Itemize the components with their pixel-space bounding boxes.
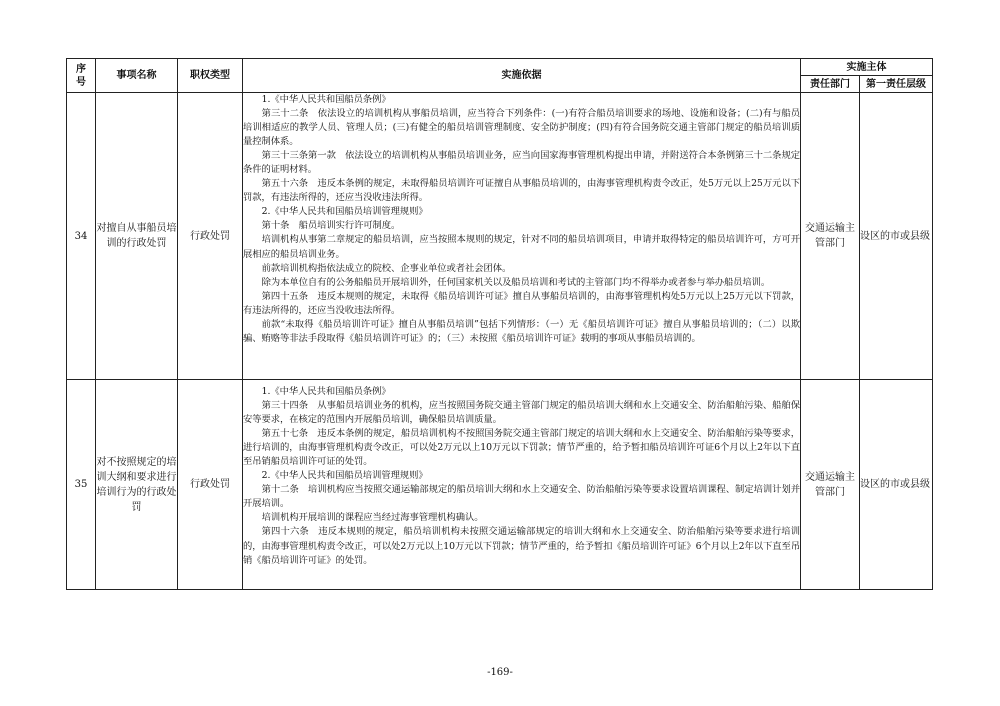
- basis-paragraph: 前款培训机构指依法成立的院校、企事业单位或者社会团体。: [261, 262, 512, 274]
- basis-paragraph: 2.《中华人民共和国船员培训管理规则》: [261, 470, 428, 482]
- row-basis: [243, 93, 801, 380]
- header-name: 事项名称: [96, 59, 178, 93]
- power-list-table: [66, 58, 933, 590]
- row-item-name: 对擅自从事船员培训的行政处罚: [96, 93, 178, 380]
- basis-paragraph: 第三十四条 从事船员培训业务的机构，应当按照国务院交通主管部门规定的船员培训大纲和水上交通安全、防治船舶污染、船舶保安等要求，在核定的范围内开展船员培训，确保船员培训质量。: [243, 400, 800, 426]
- basis-paragraph: 培训机构开展培训的课程应当经过海事管理机构确认。: [261, 512, 484, 524]
- row-basis: [243, 380, 801, 590]
- table-row: [67, 93, 933, 380]
- basis-paragraph: 前款“未取得《船员培训许可证》擅自从事船员培训”包括下列情形：（一）无《船员培训许可证》擅自从事船员培训的；（二）以欺骗、贿赂等非法手段取得《船员培训许可证》的；（三）未按照《船员培训许可证》载明的事项从事船员培训的。: [243, 318, 800, 344]
- basis-paragraph: 第四十六条 违反本规则的规定，船员培训机构未按照交通运输部规定的培训大纲和水上交通安全、防治船舶污染等要求进行培训的，由海事管理机构责令改正，可以处2万元以上10万元以下罚款；情节严重的，给予暂扣《船员培训许可证》6个月以上2年以下直至吊销《船员培训许可证》的处罚。: [243, 526, 800, 566]
- row-seq: 35: [67, 380, 96, 590]
- row-seq: 34: [67, 93, 96, 380]
- row-responsible-level: 设区的市或县级: [860, 93, 933, 380]
- row-responsible-dept: 交通运输主管部门: [801, 380, 860, 590]
- basis-paragraph: 除为本单位自有的公务船船员开展培训外，任何国家机关以及船员培训和考试的主管部门均不得举办或者参与举办船员培训。: [261, 276, 771, 288]
- header-seq: 序号: [67, 59, 96, 93]
- row-power-type: 行政处罚: [178, 380, 243, 590]
- basis-paragraph: 第三十三条第一款 依法设立的培训机构从事船员培训业务，应当向国家海事管理机构提出申请，并附送符合本条例第三十二条规定条件的证明材料。: [243, 150, 800, 176]
- page-number: -169-: [487, 667, 513, 678]
- header-level: 第一责任层级: [860, 76, 933, 93]
- basis-paragraph: 培训机构从事第二章规定的船员培训，应当按照本规则的规定，针对不同的船员培训项目，申请并取得特定的船员培训许可，方可开展相应的船员培训业务。: [243, 234, 800, 260]
- basis-paragraph: 1.《中华人民共和国船员条例》: [261, 386, 391, 397]
- row-power-type: 行政处罚: [178, 93, 243, 380]
- basis-paragraph: 2.《中华人民共和国船员培训管理规则》: [261, 206, 428, 218]
- basis-paragraph: 第三十二条 依法设立的培训机构从事船员培训，应当符合下列条件：(一)有符合船员培训要求的场地、设施和设备；(二)有与船员培训相适应的教学人员、管理人员；(三)有健全的船员培训管理制度、安全防护制度；(四)有符合国务院交通主管部门规定的船员培训质量控制体系。: [243, 108, 800, 148]
- row-responsible-level: 设区的市或县级: [860, 380, 933, 590]
- header-dept: 责任部门: [801, 76, 860, 93]
- header-basis: 实施依据: [243, 59, 801, 93]
- header-subject: 实施主体: [801, 59, 933, 76]
- header-type: 职权类型: [178, 59, 243, 93]
- basis-paragraph: 第十条 船员培训实行许可制度。: [261, 220, 401, 232]
- basis-paragraph: 第四十五条 违反本规则的规定，未取得《船员培训许可证》擅自从事船员培训的，由海事管理机构处5万元以上25万元以下罚款，有违法所得的，还应当没收违法所得。: [243, 290, 800, 316]
- table-row: [67, 380, 933, 590]
- basis-paragraph: 第十二条 培训机构应当按照交通运输部规定的船员培训大纲和水上交通安全、防治船舶污染等要求设置培训课程、制定培训计划并开展培训。: [243, 484, 800, 510]
- basis-paragraph: 第五十六条 违反本条例的规定，未取得船员培训许可证擅自从事船员培训的，由海事管理机构责令改正，处5万元以上25万元以下罚款，有违法所得的，还应当没收违法所得。: [243, 178, 800, 204]
- basis-paragraph: 1.《中华人民共和国船员条例》: [261, 94, 391, 105]
- basis-paragraph: 第五十七条 违反本条例的规定，船员培训机构不按照国务院交通主管部门规定的培训大纲和水上交通安全、防治船舶污染等要求，进行培训的，由海事管理机构责令改正，可以处2万元以上10万元以下罚款；情节严重的，给予暂扣船员培训许可证6个月以上2年以下直至吊销船员培训许可证的处罚。: [243, 428, 800, 468]
- row-item-name: 对不按照规定的培训大纲和要求进行培训行为的行政处罚: [96, 380, 178, 590]
- row-responsible-dept: 交通运输主管部门: [801, 93, 860, 380]
